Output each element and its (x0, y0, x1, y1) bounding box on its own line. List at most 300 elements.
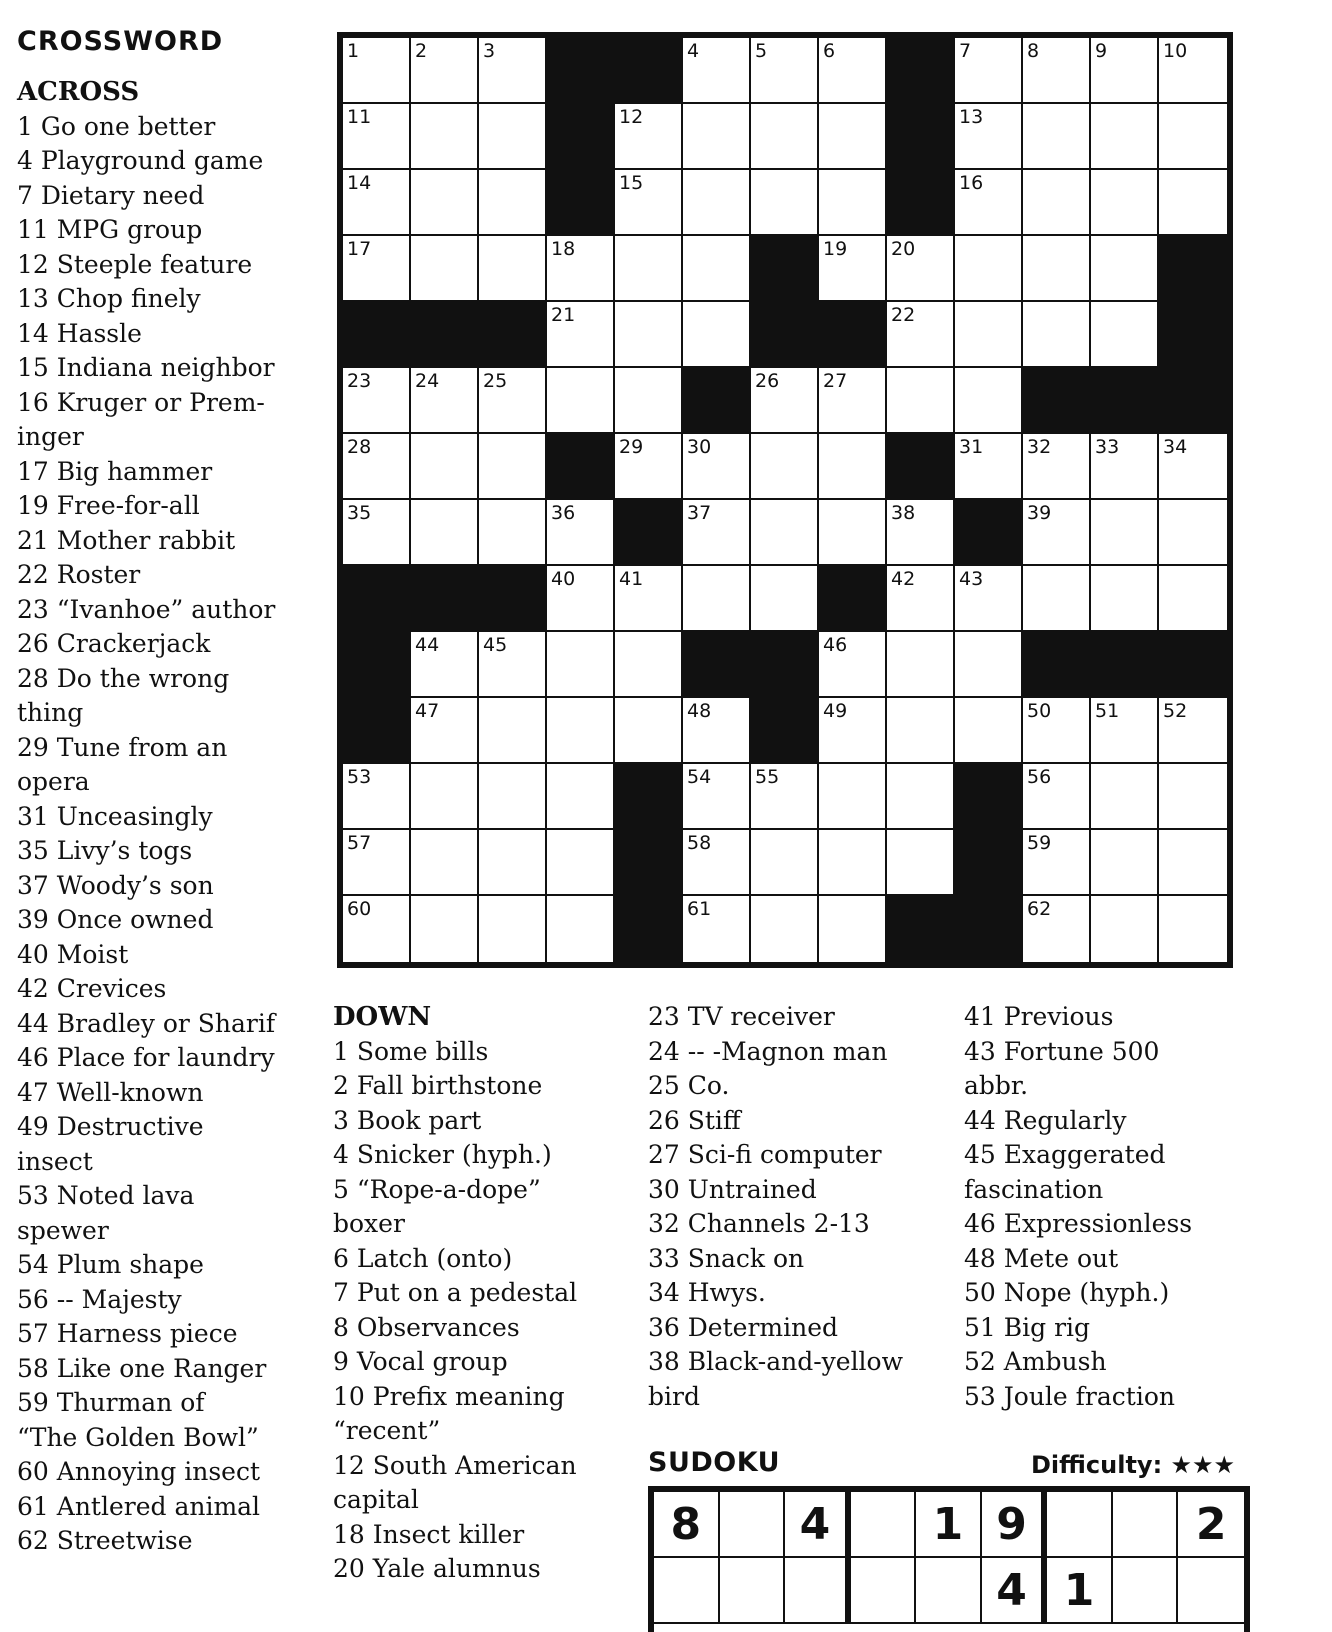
crossword-cell[interactable] (751, 764, 819, 830)
black-square (615, 38, 683, 104)
clue-line: 30 Untrained (648, 1174, 817, 1204)
crossword-cell[interactable] (887, 764, 955, 830)
clue-line: 9 Vocal group (333, 1347, 508, 1376)
black-square (1023, 632, 1091, 698)
clue-line: 10 Prefix meaning (333, 1381, 565, 1411)
clue-line: 18 Insect killer (333, 1519, 525, 1549)
page-title: CROSSWORD (17, 26, 224, 57)
clue-line: 58 Like one Ranger (17, 1353, 267, 1383)
crossword-cell[interactable] (615, 632, 683, 698)
crossword-cell[interactable] (751, 566, 819, 632)
crossword-cell[interactable] (819, 38, 887, 104)
cell-number: 33 (1095, 436, 1120, 458)
sudoku-cell[interactable] (851, 1492, 917, 1558)
crossword-cell[interactable] (887, 632, 955, 698)
sudoku-cell[interactable]: 8 (654, 1492, 720, 1558)
crossword-cell[interactable] (1091, 566, 1159, 632)
cell-number: 34 (1163, 436, 1188, 458)
crossword-cell[interactable] (615, 368, 683, 434)
crossword-cell[interactable] (1159, 170, 1227, 236)
cell-number: 38 (891, 502, 916, 524)
cell-number: 49 (823, 700, 848, 722)
clue-line: 28 Do the wrong (17, 663, 230, 693)
crossword-cell[interactable] (751, 434, 819, 500)
crossword-cell[interactable] (683, 896, 751, 962)
crossword-cell[interactable] (955, 170, 1023, 236)
sudoku-cell[interactable] (720, 1558, 786, 1624)
clue-line: 24 -- -Magnon man (648, 1036, 888, 1066)
cell-number: 28 (347, 436, 372, 458)
crossword-cell[interactable] (411, 698, 479, 764)
crossword-cell[interactable] (1023, 170, 1091, 236)
sudoku-difficulty: Difficulty: ★★★ (1031, 1451, 1236, 1479)
crossword-cell[interactable] (819, 698, 887, 764)
cell-number: 16 (959, 172, 984, 194)
crossword-cell[interactable] (479, 236, 547, 302)
crossword-cell[interactable] (547, 368, 615, 434)
crossword-cell[interactable] (1023, 764, 1091, 830)
sudoku-cell[interactable]: 4 (982, 1558, 1048, 1624)
crossword-cell[interactable] (1023, 38, 1091, 104)
sudoku-cell[interactable] (1178, 1558, 1244, 1624)
cell-number: 15 (619, 172, 644, 194)
clue-line: 62 Streetwise (17, 1526, 193, 1555)
crossword-cell[interactable] (547, 698, 615, 764)
crossword-cell[interactable] (819, 632, 887, 698)
down-clue-list-2 (648, 1000, 948, 1414)
cell-number: 17 (347, 238, 372, 260)
crossword-cell[interactable] (547, 566, 615, 632)
clue-line: 51 Big rig (964, 1312, 1091, 1342)
black-square (819, 302, 887, 368)
sudoku-cell[interactable]: 4 (785, 1492, 851, 1558)
crossword-cell[interactable] (547, 236, 615, 302)
black-square (751, 236, 819, 302)
clue-line: capital (333, 1485, 419, 1514)
clue-line: 6 Latch (onto) (333, 1243, 513, 1273)
crossword-cell[interactable] (479, 500, 547, 566)
crossword-cell[interactable] (819, 830, 887, 896)
cell-number: 46 (823, 634, 848, 656)
cell-number: 7 (959, 40, 972, 62)
crossword-cell[interactable] (683, 38, 751, 104)
crossword-cell[interactable] (819, 764, 887, 830)
crossword-cell[interactable] (819, 500, 887, 566)
crossword-cell[interactable] (1091, 38, 1159, 104)
black-square (343, 302, 411, 368)
crossword-cell[interactable] (1159, 566, 1227, 632)
sudoku-cell[interactable] (916, 1558, 982, 1624)
crossword-cell[interactable] (887, 500, 955, 566)
clue-line: 5 “Rope-a-dope” (333, 1174, 541, 1204)
crossword-cell[interactable] (751, 368, 819, 434)
crossword-cell[interactable] (1023, 830, 1091, 896)
cell-number: 62 (1027, 898, 1052, 920)
black-square (887, 434, 955, 500)
crossword-cell[interactable] (1091, 170, 1159, 236)
crossword-cell[interactable] (343, 38, 411, 104)
crossword-cell[interactable] (955, 434, 1023, 500)
crossword-cell[interactable] (1159, 698, 1227, 764)
down-clues-column-3 (964, 1000, 1264, 1414)
crossword-cell[interactable] (411, 764, 479, 830)
clue-line: 25 Co. (648, 1071, 730, 1100)
black-square (751, 302, 819, 368)
clue-line: 13 Chop finely (17, 284, 201, 313)
clue-line: 41 Previous (964, 1002, 1114, 1031)
clue-line: 1 Go one better (17, 111, 216, 141)
crossword-cell[interactable] (683, 302, 751, 368)
crossword-cell[interactable] (479, 170, 547, 236)
crossword-cell[interactable] (547, 500, 615, 566)
black-square (615, 500, 683, 566)
clue-line: 11 MPG group (17, 215, 203, 244)
crossword-cell[interactable] (1023, 104, 1091, 170)
crossword-cell[interactable] (479, 896, 547, 962)
clue-line: “recent” (333, 1416, 441, 1445)
crossword-cell[interactable] (411, 632, 479, 698)
crossword-cell[interactable] (819, 236, 887, 302)
crossword-cell[interactable] (411, 368, 479, 434)
cell-number: 2 (415, 40, 428, 62)
crossword-cell[interactable] (615, 566, 683, 632)
clue-line: inger (17, 422, 84, 451)
crossword-cell[interactable] (683, 236, 751, 302)
down-heading: DOWN (333, 1002, 432, 1032)
clue-line: 34 Hwys. (648, 1278, 766, 1307)
cell-number: 54 (687, 766, 712, 788)
crossword-cell[interactable] (1023, 566, 1091, 632)
clue-line: 20 Yale alumnus (333, 1554, 541, 1583)
black-square (683, 632, 751, 698)
black-square (955, 830, 1023, 896)
crossword-cell[interactable] (1091, 830, 1159, 896)
clue-line: 36 Determined (648, 1312, 838, 1342)
cell-number: 20 (891, 238, 916, 260)
clue-line: 53 Noted lava (17, 1181, 195, 1210)
cell-number: 5 (755, 40, 768, 62)
clue-line: 37 Woody’s son (17, 870, 214, 900)
black-square (887, 104, 955, 170)
crossword-cell[interactable] (479, 38, 547, 104)
down-clue-list-1 (333, 1035, 633, 1587)
clue-line: abbr. (964, 1071, 1029, 1100)
crossword-cell[interactable] (343, 830, 411, 896)
black-square (887, 896, 955, 962)
clue-line: 15 Indiana neighbor (17, 353, 275, 382)
cell-number: 47 (415, 700, 440, 722)
crossword-cell[interactable] (547, 896, 615, 962)
clue-line: 4 Snicker (hyph.) (333, 1140, 552, 1169)
crossword-cell[interactable] (343, 104, 411, 170)
cell-number: 43 (959, 568, 984, 590)
crossword-cell[interactable] (1159, 434, 1227, 500)
crossword-cell[interactable] (411, 830, 479, 896)
crossword-cell[interactable] (887, 236, 955, 302)
crossword-cell[interactable] (479, 632, 547, 698)
clue-line: 44 Bradley or Sharif (17, 1008, 276, 1038)
black-square (547, 434, 615, 500)
down-clues-column-2 (648, 1000, 948, 1414)
sudoku-cell[interactable] (851, 1558, 917, 1624)
crossword-cell[interactable] (955, 698, 1023, 764)
crossword-cell[interactable] (547, 632, 615, 698)
crossword-cell[interactable] (1091, 896, 1159, 962)
crossword-cell[interactable] (955, 236, 1023, 302)
clue-line: 50 Nope (hyph.) (964, 1278, 1170, 1307)
cell-number: 41 (619, 568, 644, 590)
crossword-cell[interactable] (751, 896, 819, 962)
black-square (1091, 632, 1159, 698)
clue-line: bird (648, 1381, 700, 1411)
cell-number: 55 (755, 766, 780, 788)
crossword-cell[interactable] (1159, 830, 1227, 896)
clue-line: 38 Black-and-yellow (648, 1347, 904, 1376)
cell-number: 61 (687, 898, 712, 920)
clue-line: 45 Exaggerated (964, 1140, 1166, 1169)
clue-line: 7 Put on a pedestal (333, 1278, 578, 1307)
cell-number: 56 (1027, 766, 1052, 788)
crossword-cell[interactable] (683, 104, 751, 170)
sudoku-cell[interactable] (1113, 1558, 1179, 1624)
cell-number: 26 (755, 370, 780, 392)
crossword-cell[interactable] (751, 830, 819, 896)
crossword-cell[interactable] (1159, 38, 1227, 104)
clue-line: spewer (17, 1215, 109, 1245)
crossword-cell[interactable] (615, 236, 683, 302)
cell-number: 29 (619, 436, 644, 458)
crossword-cell[interactable] (1023, 302, 1091, 368)
clue-line: 54 Plum shape (17, 1250, 204, 1279)
crossword-cell[interactable] (819, 434, 887, 500)
crossword-cell[interactable] (819, 170, 887, 236)
crossword-cell[interactable] (343, 764, 411, 830)
crossword-cell[interactable] (887, 368, 955, 434)
cell-number: 8 (1027, 40, 1040, 62)
crossword-cell[interactable] (343, 236, 411, 302)
crossword-grid (337, 32, 1233, 968)
crossword-cell[interactable] (1023, 698, 1091, 764)
clue-line: 39 Once owned (17, 905, 214, 934)
crossword-cell[interactable] (955, 566, 1023, 632)
cell-number: 22 (891, 304, 916, 326)
clue-line: 1 Some bills (333, 1036, 489, 1066)
across-clues (17, 75, 317, 1559)
crossword-cell[interactable] (955, 104, 1023, 170)
crossword-cell[interactable] (751, 38, 819, 104)
black-square (615, 896, 683, 962)
cell-number: 59 (1027, 832, 1052, 854)
crossword-cell[interactable] (1023, 500, 1091, 566)
crossword-cell[interactable] (479, 698, 547, 764)
crossword-cell[interactable] (887, 566, 955, 632)
clue-line: “The Golden Bowl” (17, 1422, 259, 1452)
cell-number: 36 (551, 502, 576, 524)
crossword-cell[interactable] (1091, 764, 1159, 830)
crossword-cell[interactable] (887, 830, 955, 896)
crossword-cell[interactable] (1159, 500, 1227, 566)
crossword-cell[interactable] (411, 896, 479, 962)
black-square (819, 566, 887, 632)
crossword-cell[interactable] (547, 830, 615, 896)
cell-number: 42 (891, 568, 916, 590)
crossword-cell[interactable] (411, 236, 479, 302)
clue-line: 12 Steeple feature (17, 249, 253, 279)
across-heading: ACROSS (17, 77, 140, 107)
black-square (343, 632, 411, 698)
crossword-cell[interactable] (343, 500, 411, 566)
crossword-cell[interactable] (683, 698, 751, 764)
clue-line: 23 TV receiver (648, 1002, 835, 1031)
crossword-cell[interactable] (683, 500, 751, 566)
crossword-cell[interactable] (411, 170, 479, 236)
black-square (615, 830, 683, 896)
crossword-cell[interactable] (887, 302, 955, 368)
sudoku-cell[interactable] (1047, 1492, 1113, 1558)
crossword-cell[interactable] (1091, 500, 1159, 566)
crossword-cell[interactable] (955, 38, 1023, 104)
black-square (615, 764, 683, 830)
clue-line: 26 Crackerjack (17, 629, 211, 658)
crossword-cell[interactable] (1091, 302, 1159, 368)
clue-line: 31 Unceasingly (17, 801, 213, 831)
crossword-cell[interactable] (615, 434, 683, 500)
clue-line: 60 Annoying insect (17, 1457, 261, 1486)
crossword-cell[interactable] (1091, 434, 1159, 500)
cell-number: 23 (347, 370, 372, 392)
crossword-cell[interactable] (411, 500, 479, 566)
sudoku-cell[interactable] (720, 1492, 786, 1558)
crossword-cell[interactable] (1091, 236, 1159, 302)
crossword-cell[interactable] (615, 698, 683, 764)
clue-line: opera (17, 767, 90, 796)
crossword-cell[interactable] (479, 764, 547, 830)
crossword-cell[interactable] (615, 302, 683, 368)
cell-number: 32 (1027, 436, 1052, 458)
cell-number: 40 (551, 568, 576, 590)
cell-number: 25 (483, 370, 508, 392)
clue-line: 33 Snack on (648, 1243, 805, 1273)
clue-line: 8 Observances (333, 1312, 520, 1342)
clue-line: 29 Tune from an (17, 732, 228, 762)
crossword-cell[interactable] (615, 104, 683, 170)
sudoku-cell[interactable]: 9 (982, 1492, 1048, 1558)
cell-number: 21 (551, 304, 576, 326)
clue-line: 17 Big hammer (17, 456, 213, 486)
crossword-cell[interactable] (547, 764, 615, 830)
clue-line: 56 -- Majesty (17, 1284, 182, 1314)
cell-number: 6 (823, 40, 836, 62)
crossword-cell[interactable] (683, 764, 751, 830)
clue-line: 46 Expressionless (964, 1209, 1193, 1238)
clue-line: 32 Channels 2-13 (648, 1209, 870, 1238)
black-square (887, 38, 955, 104)
black-square (547, 104, 615, 170)
black-square (1159, 368, 1227, 434)
crossword-cell[interactable] (1159, 896, 1227, 962)
clue-line: 61 Antlered animal (17, 1491, 261, 1521)
cell-number: 18 (551, 238, 576, 260)
crossword-cell[interactable] (819, 896, 887, 962)
black-square (479, 302, 547, 368)
clue-line: 48 Mete out (964, 1243, 1119, 1273)
sudoku-cell[interactable] (1113, 1492, 1179, 1558)
down-clue-list-3 (964, 1000, 1264, 1414)
black-square (547, 170, 615, 236)
clue-line: 23 “Ivanhoe” author (17, 594, 276, 624)
crossword-cell[interactable] (1023, 896, 1091, 962)
clue-line: 47 Well-known (17, 1077, 204, 1107)
black-square (343, 566, 411, 632)
black-square (411, 566, 479, 632)
cell-number: 31 (959, 436, 984, 458)
crossword-cell[interactable] (1159, 764, 1227, 830)
crossword-cell[interactable] (683, 566, 751, 632)
crossword-cell[interactable] (343, 368, 411, 434)
crossword-cell[interactable] (343, 896, 411, 962)
crossword-cell[interactable] (683, 830, 751, 896)
crossword-cell[interactable] (1091, 698, 1159, 764)
crossword-cell[interactable] (751, 104, 819, 170)
crossword-cell[interactable] (479, 434, 547, 500)
crossword-cell[interactable] (751, 500, 819, 566)
sudoku-cell[interactable]: 1 (1047, 1558, 1113, 1624)
crossword-cell[interactable] (343, 170, 411, 236)
black-square (1023, 368, 1091, 434)
cell-number: 12 (619, 106, 644, 128)
sudoku-cell[interactable]: 2 (1178, 1492, 1244, 1558)
clue-line: 49 Destructive (17, 1112, 204, 1141)
across-clue-list (17, 110, 317, 1559)
crossword-cell[interactable] (411, 434, 479, 500)
clue-line: 3 Book part (333, 1105, 482, 1135)
crossword-cell[interactable] (1023, 236, 1091, 302)
cell-number: 13 (959, 106, 984, 128)
crossword-cell[interactable] (343, 434, 411, 500)
clue-line: 46 Place for laundry (17, 1043, 275, 1072)
sudoku-cell[interactable]: 1 (916, 1492, 982, 1558)
crossword-cell[interactable] (1159, 104, 1227, 170)
crossword-cell[interactable] (479, 830, 547, 896)
crossword-cell[interactable] (479, 104, 547, 170)
sudoku-cell[interactable] (785, 1558, 851, 1624)
crossword-cell[interactable] (751, 170, 819, 236)
clue-line: 19 Free-for-all (17, 491, 200, 520)
crossword-cell[interactable] (955, 302, 1023, 368)
cell-number: 58 (687, 832, 712, 854)
sudoku-cell[interactable] (654, 1558, 720, 1624)
crossword-cell[interactable] (1023, 434, 1091, 500)
crossword-cell[interactable] (411, 104, 479, 170)
clue-line: 27 Sci-fi computer (648, 1140, 882, 1169)
crossword-cell[interactable] (819, 368, 887, 434)
crossword-cell[interactable] (411, 38, 479, 104)
clue-line: thing (17, 698, 84, 727)
clue-line: 21 Mother rabbit (17, 525, 236, 555)
crossword-cell[interactable] (683, 170, 751, 236)
crossword-cell[interactable] (547, 302, 615, 368)
crossword-cell[interactable] (615, 170, 683, 236)
crossword-cell[interactable] (955, 632, 1023, 698)
crossword-cell[interactable] (887, 698, 955, 764)
crossword-cell[interactable] (819, 104, 887, 170)
cell-number: 37 (687, 502, 712, 524)
clue-line: 12 South American (333, 1450, 577, 1480)
crossword-cell[interactable] (479, 368, 547, 434)
crossword-cell[interactable] (683, 434, 751, 500)
crossword-cell[interactable] (955, 368, 1023, 434)
crossword-cell[interactable] (1091, 104, 1159, 170)
